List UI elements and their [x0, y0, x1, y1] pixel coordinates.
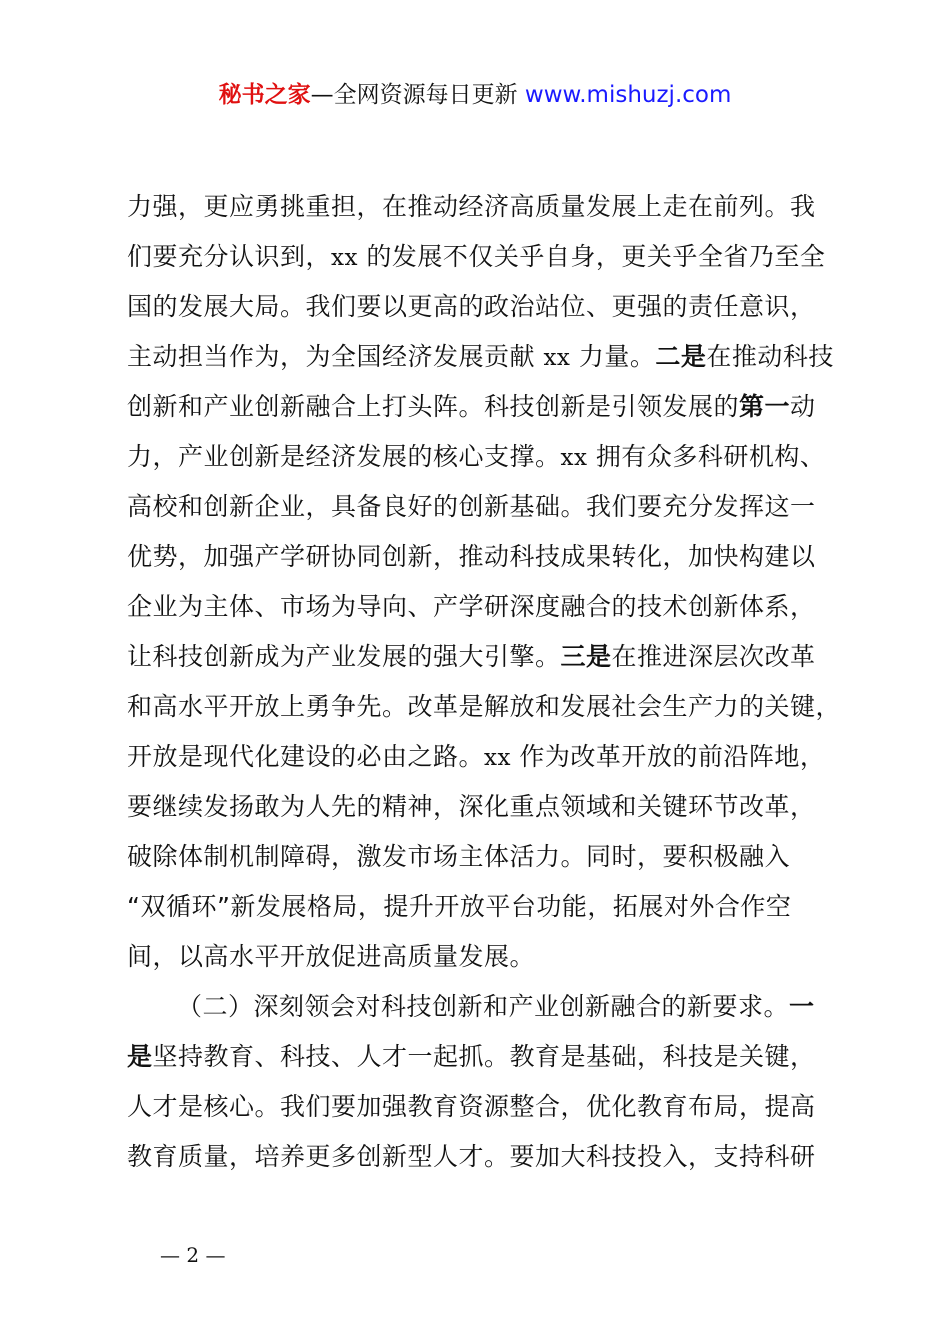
text-segment: xx [560, 445, 588, 471]
text-line [127, 482, 867, 532]
text-line [127, 1032, 867, 1082]
text-segment: 力强，更应勇挑重担，在推动经济高质量发展上走在前列。我 [127, 192, 816, 221]
text-line [127, 632, 867, 682]
text-segment: 创新和产业创新融合上打头阵。科技创新是引领发展的 [127, 392, 740, 421]
text-segment: 和高水平开放上勇争先。改革是解放和发展社会生产力的关键， [127, 692, 842, 721]
text-segment: xx [484, 745, 511, 771]
text-segment: 的发展不仅关乎自身，更关乎全省乃至全 [357, 242, 826, 271]
text-segment: 让科技创新成为产业发展的强大引擎。 [127, 642, 561, 671]
text-segment: “双循环”新发展格局，提升开放平台功能，拓展对外合作空 [127, 892, 792, 921]
text-segment: 人才是核心。我们要加强教育资源整合，优化教育布局，提高 [127, 1092, 816, 1121]
text-line [127, 682, 867, 732]
text-segment: （二）深刻领会对科技创新和产业创新融合的新要求。 [177, 992, 790, 1021]
bold-text-segment: 是 [127, 1042, 153, 1071]
text-line [127, 232, 867, 282]
document-body [127, 182, 867, 1182]
text-segment: 动 [790, 392, 816, 421]
text-segment: xx [543, 345, 571, 371]
text-line [127, 532, 867, 582]
bold-text-segment: 第一 [739, 392, 791, 421]
site-brand: 秘书之家 [218, 82, 311, 108]
text-segment: 们要充分认识到， [127, 242, 332, 271]
text-line [127, 1132, 867, 1182]
text-line [127, 982, 867, 1032]
text-line [127, 182, 867, 232]
text-segment: 在推动科技 [706, 342, 834, 371]
text-segment: 在推进深层次改革 [611, 642, 816, 671]
text-segment: 坚持教育、科技、人才一起抓。教育是基础，科技是关键， [152, 1042, 816, 1071]
text-segment: 国的发展大局。我们要以更高的政治站位、更强的责任意识， [127, 292, 816, 321]
text-line [127, 1082, 867, 1132]
text-segment: 拥有众多科研机构、 [587, 442, 826, 471]
text-line [127, 782, 867, 832]
text-line [127, 382, 867, 432]
text-segment: 企业为主体、市场为导向、产学研深度融合的技术创新体系， [127, 592, 816, 621]
bold-text-segment: 二是 [655, 342, 707, 371]
text-line [127, 832, 867, 882]
bold-text-segment: 一 [789, 992, 815, 1021]
text-line [127, 332, 867, 382]
text-line [127, 732, 867, 782]
site-slogan: —全网资源每日更新 [310, 82, 518, 108]
site-url-link[interactable]: www.mishuzj.com [524, 82, 732, 108]
text-segment: 力，产业创新是经济发展的核心支撑。 [127, 442, 561, 471]
page-number: — 2 — [160, 1243, 226, 1267]
text-segment: 开放是现代化建设的必由之路。 [127, 742, 485, 771]
text-segment: 优势，加强产学研协同创新，推动科技成果转化，加快构建以 [127, 542, 816, 571]
text-line [127, 582, 867, 632]
text-segment: 力量。 [570, 342, 656, 371]
text-line [127, 932, 867, 982]
text-segment: 作为改革开放的前沿阵地， [510, 742, 826, 771]
text-segment: 间，以高水平开放促进高质量发展。 [127, 942, 536, 971]
site-header [0, 78, 950, 112]
text-line [127, 882, 867, 932]
text-segment: 主动担当作为，为全国经济发展贡献 [127, 342, 544, 371]
text-segment: 高校和创新企业，具备良好的创新基础。我们要充分发挥这一 [127, 492, 816, 521]
bold-text-segment: 三是 [560, 642, 612, 671]
text-line [127, 432, 867, 482]
text-line [127, 282, 867, 332]
text-segment: xx [331, 245, 358, 271]
text-segment: 要继续发扬敢为人先的精神，深化重点领域和关键环节改革， [127, 792, 816, 821]
text-segment: 教育质量，培养更多创新型人才。要加大科技投入，支持科研 [127, 1142, 816, 1171]
text-segment: 破除体制机制障碍，激发市场主体活力。同时，要积极融入 [127, 842, 791, 871]
